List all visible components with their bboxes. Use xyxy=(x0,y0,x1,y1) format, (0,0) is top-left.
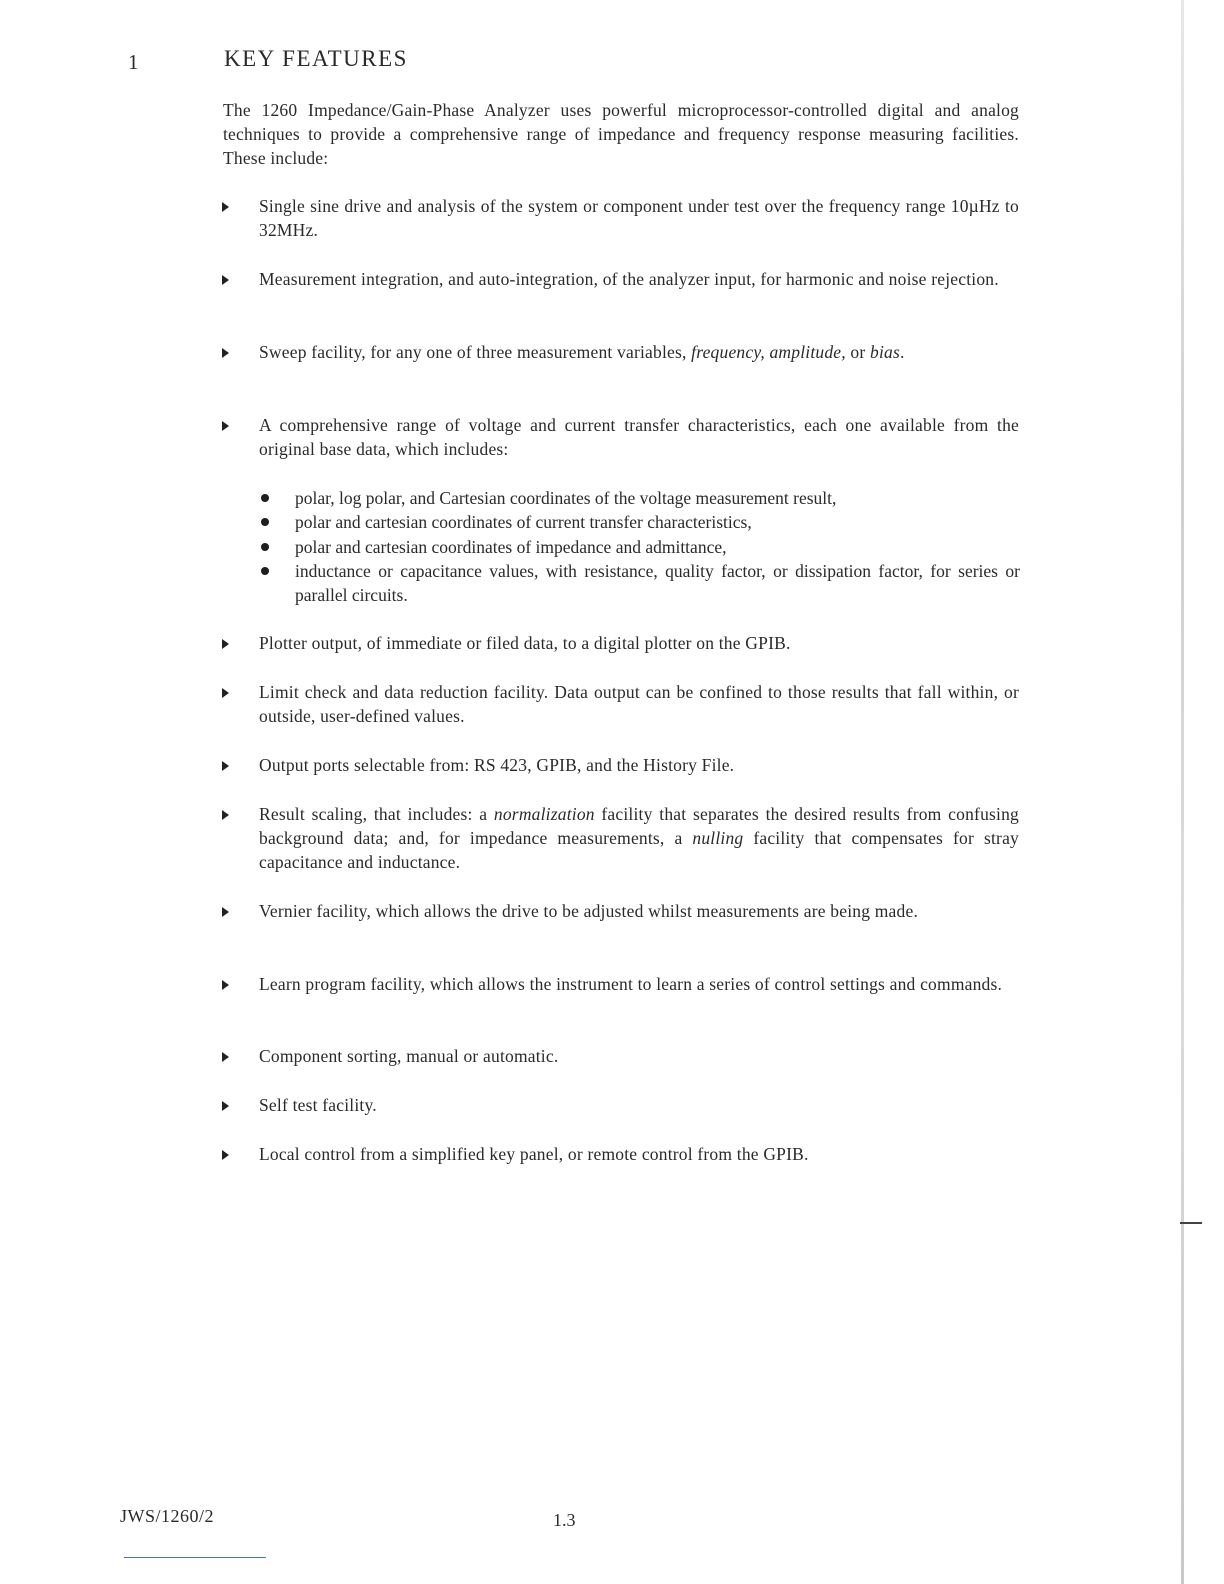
feature-text: Single sine drive and analysis of the system or component under test over the frequency range 10µHz to 32MHz. xyxy=(259,196,1019,240)
intro-paragraph: The 1260 Impedance/Gain-Phase Analyzer uses powerful microprocessor-controlled digital and analog techniques to provide a comprehensive range of impedance and frequency response measuring facilities. These include: xyxy=(223,100,1019,168)
feature-text: Vernier facility, which allows the drive to be adjusted whilst measurements are being made. xyxy=(259,901,919,921)
feature-item xyxy=(222,972,1019,996)
sub-list-item xyxy=(258,535,1020,559)
scan-edge xyxy=(1181,0,1184,1584)
feature-text: Plotter output, of immediate or filed data, to a digital plotter on the GPIB. xyxy=(259,633,791,653)
feature-item xyxy=(222,1093,1019,1117)
feature-text: Learn program facility, which allows the instrument to learn a series of control settings and commands. xyxy=(259,974,1003,994)
page-number: 1.3 xyxy=(553,1510,576,1530)
feature-item xyxy=(222,340,1019,364)
arrow-bullet-icon xyxy=(222,810,229,820)
footer-rule xyxy=(124,1557,266,1558)
sub-item-text: polar, log polar, and Cartesian coordinates of the voltage measurement result, xyxy=(295,488,837,508)
feature-item xyxy=(222,680,1019,728)
emphasized-text: bias xyxy=(870,342,900,362)
sub-list-item xyxy=(258,559,1020,608)
bullet-dot-icon xyxy=(261,518,269,526)
emphasized-text: nulling xyxy=(692,828,744,848)
feature-item xyxy=(222,802,1019,874)
feature-text: Local control from a simplified key panel, or remote control from the GPIB. xyxy=(259,1144,809,1164)
feature-item xyxy=(222,631,1019,655)
document-reference: JWS/1260/2 xyxy=(120,1506,215,1526)
feature-text-part: . xyxy=(899,342,905,362)
arrow-bullet-icon xyxy=(222,1101,229,1111)
arrow-bullet-icon xyxy=(222,688,229,698)
feature-text-part: Sweep facility, for any one of three measurement variables, xyxy=(259,342,692,362)
emphasized-text: normalization xyxy=(493,804,595,824)
arrow-bullet-icon xyxy=(222,275,229,285)
feature-text-part: facility that compensates for stray capacitance and inductance. xyxy=(259,828,1019,872)
feature-text xyxy=(259,340,1019,364)
bullet-dot-icon xyxy=(261,567,269,575)
feature-text: Component sorting, manual or automatic. xyxy=(259,1046,559,1066)
feature-text: Limit check and data reduction facility. Data output can be confined to those results that fall within, or outside, user-defined values. xyxy=(259,682,1019,726)
feature-item xyxy=(222,413,1019,461)
sub-list-item xyxy=(258,510,1020,534)
feature-text-part: Result scaling, that includes: a xyxy=(259,804,494,824)
feature-text: Self test facility. xyxy=(259,1095,377,1115)
feature-text-part: or xyxy=(845,342,870,362)
section-number: 1 xyxy=(128,50,139,74)
sub-list xyxy=(258,486,1020,607)
arrow-bullet-icon xyxy=(222,639,229,649)
bullet-dot-icon xyxy=(261,494,269,502)
feature-item xyxy=(222,899,1019,923)
feature-item xyxy=(222,753,1019,777)
scan-mark xyxy=(1180,1222,1202,1224)
section-title: KEY FEATURES xyxy=(224,46,408,71)
sub-list-item xyxy=(258,486,1020,510)
arrow-bullet-icon xyxy=(222,421,229,431)
feature-item xyxy=(222,1142,1019,1166)
feature-item xyxy=(222,194,1019,242)
bullet-dot-icon xyxy=(261,543,269,551)
arrow-bullet-icon xyxy=(222,348,229,358)
emphasized-text: frequency, amplitude, xyxy=(691,342,846,362)
sub-item-text: inductance or capacitance values, with resistance, quality factor, or dissipation factor, for series or parallel circuits. xyxy=(295,560,1020,606)
feature-text: Measurement integration, and auto-integration, of the analyzer input, for harmonic and noise rejection. xyxy=(259,269,999,289)
sub-item-text: polar and cartesian coordinates of impedance and admittance, xyxy=(295,536,727,557)
feature-text: Output ports selectable from: RS 423, GPIB, and the History File. xyxy=(259,755,735,775)
feature-text xyxy=(259,802,1019,874)
sub-item-text: polar and cartesian coordinates of current transfer characteristics, xyxy=(295,512,752,533)
arrow-bullet-icon xyxy=(222,980,229,990)
arrow-bullet-icon xyxy=(222,907,229,917)
arrow-bullet-icon xyxy=(222,1150,229,1160)
feature-item xyxy=(222,267,1019,291)
arrow-bullet-icon xyxy=(222,1052,229,1062)
arrow-bullet-icon xyxy=(222,202,229,212)
arrow-bullet-icon xyxy=(222,761,229,771)
feature-text-part: facility that separates the desired results from confusing background data; and, for impedance measurements, a xyxy=(259,804,1019,848)
feature-text: A comprehensive range of voltage and current transfer characteristics, each one available from the original base data, which includes: xyxy=(259,415,1019,459)
feature-item xyxy=(222,1044,1019,1068)
